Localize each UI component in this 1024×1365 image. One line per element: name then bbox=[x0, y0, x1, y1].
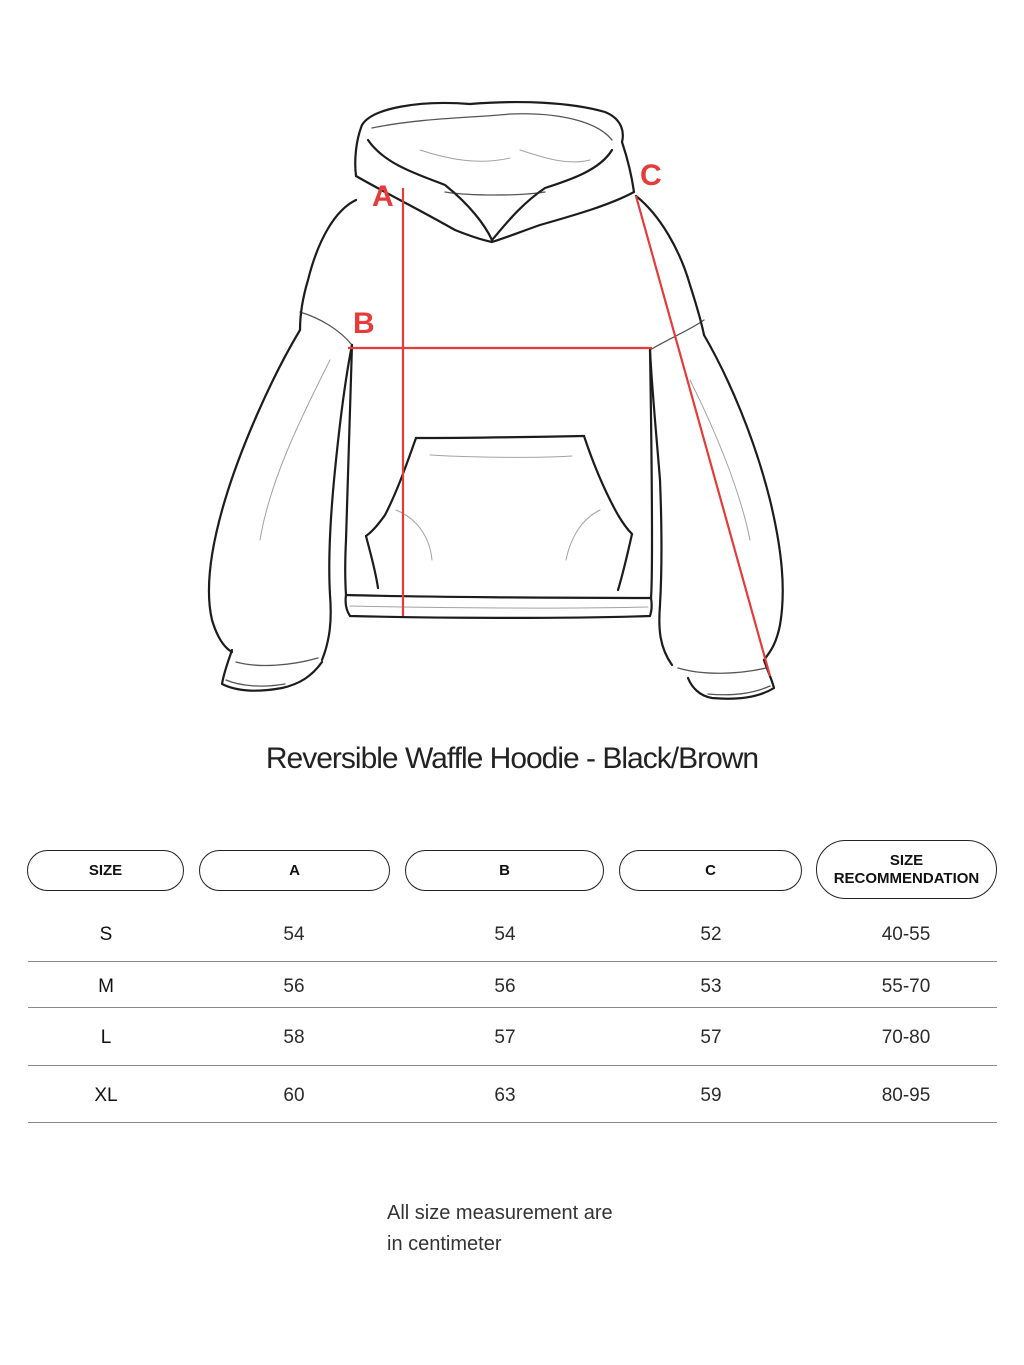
header-b: B bbox=[405, 850, 604, 891]
cell-b: 56 bbox=[494, 976, 516, 997]
row-divider bbox=[28, 961, 997, 962]
cell-c: 53 bbox=[700, 976, 722, 997]
cell-a: 56 bbox=[283, 976, 305, 997]
cell-size: L bbox=[100, 1027, 112, 1048]
cell-b: 57 bbox=[494, 1027, 516, 1048]
cell-a: 60 bbox=[283, 1085, 305, 1106]
row-divider bbox=[28, 1122, 997, 1123]
measure-label-b: B bbox=[353, 307, 375, 340]
cell-size: XL bbox=[94, 1085, 118, 1106]
cell-recommendation: 70-80 bbox=[881, 1027, 931, 1048]
cell-c: 52 bbox=[700, 924, 722, 945]
cell-a: 54 bbox=[283, 924, 305, 945]
measure-label-c: C bbox=[640, 159, 662, 192]
header-size: SIZE bbox=[27, 850, 184, 891]
row-divider bbox=[28, 1007, 997, 1008]
row-divider bbox=[28, 1065, 997, 1066]
cell-recommendation: 40-55 bbox=[881, 924, 931, 945]
header-size-recommendation bbox=[816, 840, 997, 899]
cell-c: 57 bbox=[700, 1027, 722, 1048]
product-title: Reversible Waffle Hoodie - Black/Brown bbox=[265, 742, 759, 775]
measurement-footnote bbox=[387, 1198, 613, 1260]
header-a: A bbox=[199, 850, 390, 891]
cell-b: 54 bbox=[494, 924, 516, 945]
cell-b: 63 bbox=[494, 1085, 516, 1106]
cell-c: 59 bbox=[700, 1085, 722, 1106]
header-recommendation-line1: SIZE bbox=[889, 851, 924, 869]
cell-recommendation: 80-95 bbox=[881, 1085, 931, 1106]
cell-size: S bbox=[99, 924, 113, 945]
header-c: C bbox=[619, 850, 802, 891]
header-recommendation-line2: RECOMMENDATION bbox=[833, 869, 980, 887]
hoodie-outline bbox=[209, 102, 783, 699]
cell-a: 58 bbox=[283, 1027, 305, 1048]
cell-size: M bbox=[98, 976, 114, 997]
measure-label-a: A bbox=[372, 180, 394, 213]
footnote-line2: in centimeter bbox=[387, 1233, 502, 1255]
footnote-line1: All size measurement are bbox=[387, 1202, 613, 1224]
cell-recommendation: 55-70 bbox=[881, 976, 931, 997]
